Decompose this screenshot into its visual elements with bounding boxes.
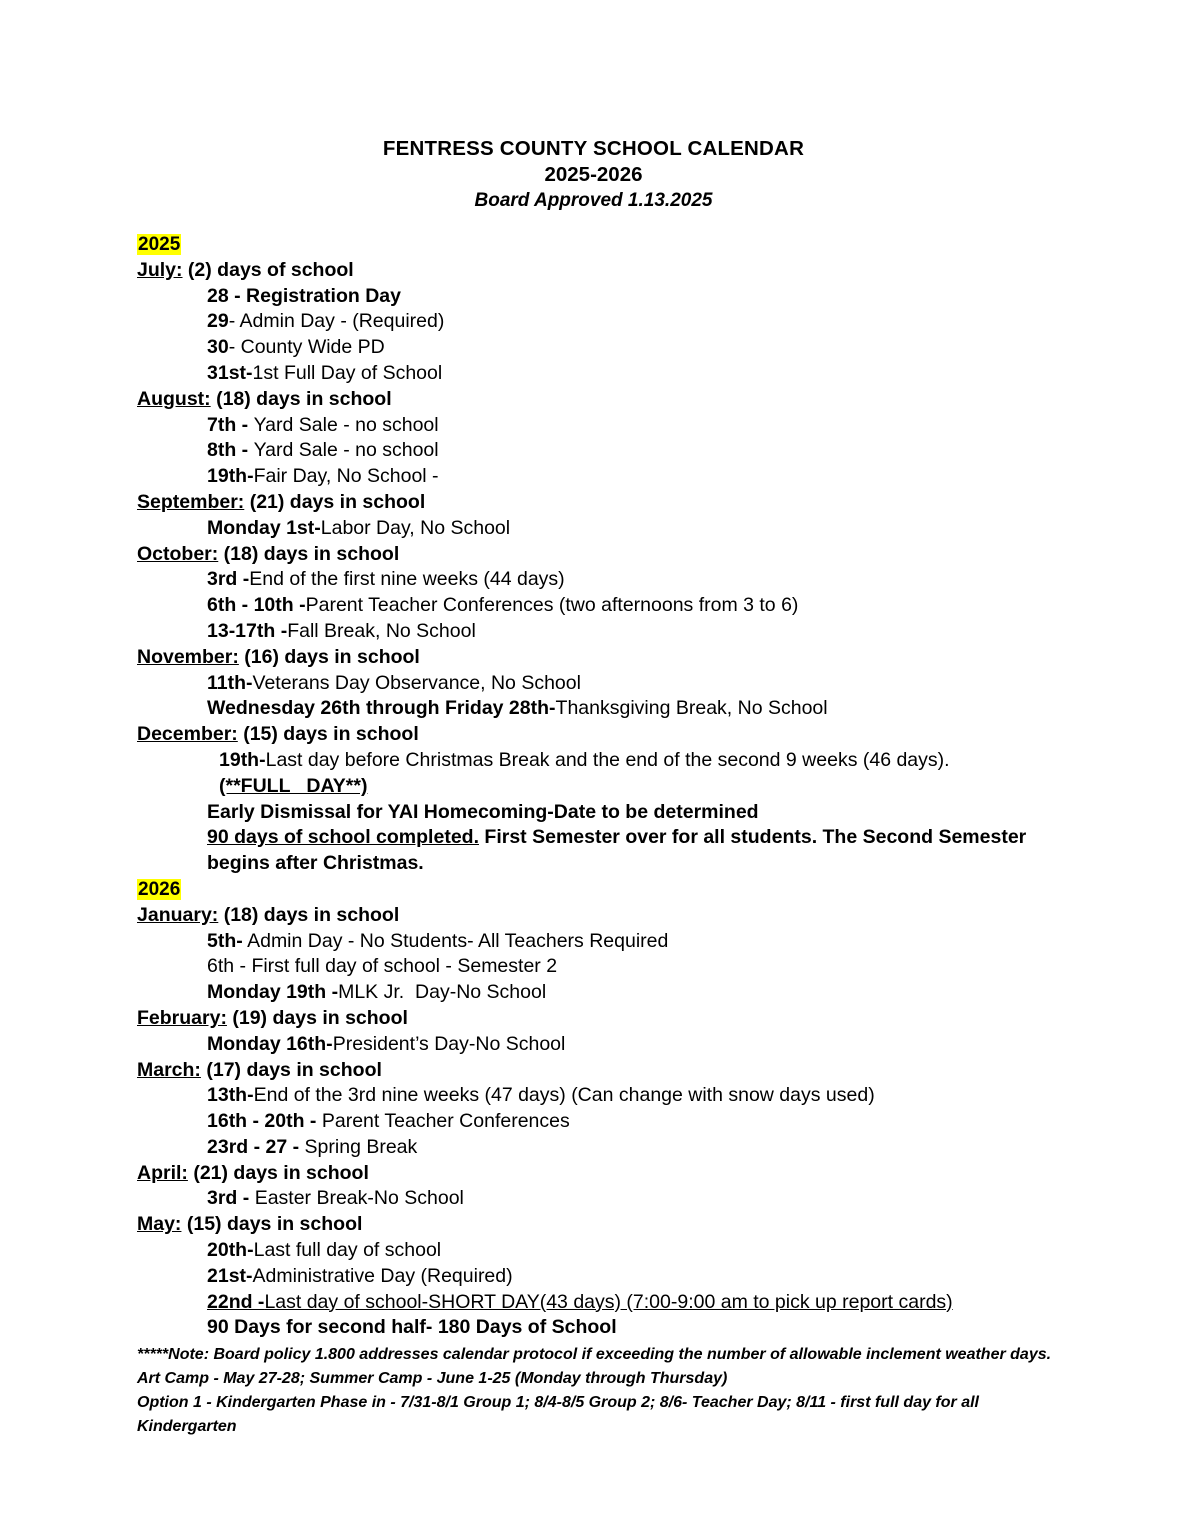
year-marker-2026 bbox=[137, 877, 1077, 903]
school-year-subtitle: 2025-2026 bbox=[544, 163, 643, 186]
list-item-last-day bbox=[137, 1290, 1077, 1316]
days-completed-emphasis: 90 days of school completed. bbox=[207, 826, 479, 849]
item-text: Parent Teacher Conferences bbox=[321, 1110, 570, 1133]
list-item bbox=[137, 438, 1077, 464]
item-date: 3rd - bbox=[207, 1187, 255, 1210]
item-text: Parent Teacher Conferences (two afternoons from 3 to 6) bbox=[305, 594, 799, 617]
item-date: 22nd - bbox=[207, 1290, 265, 1313]
list-item bbox=[137, 929, 1077, 955]
item-date: 30 bbox=[207, 336, 229, 359]
december-note-semester bbox=[137, 825, 1077, 851]
month-summary-may: (15) days in school bbox=[181, 1213, 363, 1236]
month-summary-october: (18) days in school bbox=[218, 542, 400, 565]
footer-note-kindergarten: Option 1 - Kindergarten Phase in - 7/31-8/1 Group 1; 8/4-8/5 Group 2; 8/6- Teacher Day; 8/11 - first full day for all Kindergarten bbox=[137, 1394, 984, 1436]
month-label-december: December: bbox=[137, 723, 238, 746]
list-item bbox=[137, 1032, 1077, 1058]
item-date: Monday 16th- bbox=[207, 1032, 333, 1055]
month-label-november: November: bbox=[137, 645, 239, 668]
december-note-early-dismissal bbox=[137, 800, 1077, 826]
list-item bbox=[137, 361, 1077, 387]
item-date: 13th- bbox=[207, 1084, 254, 1107]
list-item bbox=[137, 464, 1077, 490]
item-date: Monday 19th - bbox=[207, 981, 339, 1004]
month-heading-december bbox=[137, 722, 1077, 748]
item-date: 13-17th - bbox=[207, 619, 288, 642]
item-text: 90 Days for second half- 180 Days of School bbox=[207, 1316, 617, 1339]
item-text: Administrative Day (Required) bbox=[252, 1264, 513, 1287]
month-summary-september: (21) days in school bbox=[244, 490, 426, 513]
month-summary-november: (16) days in school bbox=[238, 645, 420, 668]
month-label-october: October: bbox=[137, 542, 219, 565]
note-text: begins after Christmas. bbox=[207, 852, 424, 875]
list-item bbox=[137, 980, 1077, 1006]
list-item bbox=[137, 309, 1077, 335]
item-text: Fall Break, No School bbox=[287, 619, 476, 642]
list-item bbox=[137, 1186, 1077, 1212]
month-summary-august: (18) days in school bbox=[210, 387, 392, 410]
item-text: Veterans Day Observance, No School bbox=[252, 671, 581, 694]
item-text: Easter Break-No School bbox=[254, 1187, 464, 1210]
page-title: FENTRESS COUNTY SCHOOL CALENDAR bbox=[382, 137, 805, 160]
footer-note-camps: Art Camp - May 27-28; Summer Camp - June 1-25 (Monday through Thursday) bbox=[137, 1370, 728, 1388]
month-summary-december: (15) days in school bbox=[237, 723, 419, 746]
month-label-september: September: bbox=[137, 490, 245, 513]
list-item bbox=[137, 954, 1077, 980]
item-date: 23rd - 27 - bbox=[207, 1135, 305, 1158]
month-heading-november bbox=[137, 645, 1077, 671]
month-heading-april bbox=[137, 1161, 1077, 1187]
month-label-march: March: bbox=[137, 1058, 201, 1081]
item-date: 7th - bbox=[207, 413, 254, 436]
item-text: Yard Sale - no school bbox=[253, 439, 439, 462]
month-summary-march: (17) days in school bbox=[200, 1058, 382, 1081]
list-item bbox=[137, 696, 1077, 722]
item-text: Spring Break bbox=[304, 1135, 418, 1158]
list-item bbox=[137, 1135, 1077, 1161]
item-text: Last full day of school bbox=[253, 1239, 442, 1262]
list-item bbox=[137, 748, 1077, 774]
month-heading-january bbox=[137, 903, 1077, 929]
footer-notes bbox=[137, 1343, 1077, 1439]
year-marker-2025 bbox=[137, 232, 1077, 258]
month-heading-september bbox=[137, 490, 1077, 516]
month-label-february: February: bbox=[137, 1006, 227, 1029]
month-heading-february bbox=[137, 1006, 1077, 1032]
month-label-july: July: bbox=[137, 258, 183, 281]
december-note-semester-cont bbox=[137, 851, 1077, 877]
item-text: Yard Sale - no school bbox=[253, 413, 439, 436]
item-date: 8th - bbox=[207, 439, 254, 462]
note-text: First Semester over for all students. The Second Semester bbox=[479, 826, 1027, 849]
month-label-august: August: bbox=[137, 387, 211, 410]
list-item bbox=[137, 593, 1077, 619]
month-summary-january: (18) days in school bbox=[218, 903, 400, 926]
list-item bbox=[137, 619, 1077, 645]
document-header bbox=[137, 136, 1077, 214]
list-item bbox=[137, 567, 1077, 593]
item-text: 1st Full Day of School bbox=[252, 361, 443, 384]
month-heading-may bbox=[137, 1212, 1077, 1238]
item-date: 11th- bbox=[207, 671, 253, 694]
month-label-april: April: bbox=[137, 1161, 188, 1184]
item-text: End of the first nine weeks (44 days) bbox=[249, 568, 565, 591]
item-text: Labor Day, No School bbox=[320, 516, 511, 539]
item-date: 29 bbox=[207, 310, 229, 333]
month-summary-july: (2) days of school bbox=[182, 258, 354, 281]
list-item bbox=[137, 284, 1077, 310]
month-heading-august bbox=[137, 387, 1077, 413]
list-item bbox=[137, 1083, 1077, 1109]
item-date: 3rd - bbox=[207, 568, 250, 591]
list-item bbox=[137, 516, 1077, 542]
item-date: 5th- bbox=[207, 929, 243, 952]
list-item bbox=[137, 1264, 1077, 1290]
item-date: 21st- bbox=[207, 1264, 253, 1287]
item-text: End of the 3rd nine weeks (47 days) (Can change with snow days used) bbox=[253, 1084, 875, 1107]
item-text: First full day of school - Semester 2 bbox=[251, 955, 558, 978]
item-date: 19th- bbox=[219, 748, 266, 771]
note-text: Early Dismissal for YAI Homecoming-Date to be determined bbox=[207, 800, 759, 823]
item-text: MLK Jr. Day-No School bbox=[338, 981, 547, 1004]
month-summary-april: (21) days in school bbox=[187, 1161, 369, 1184]
list-item bbox=[137, 1238, 1077, 1264]
item-date: 19th- bbox=[207, 465, 254, 488]
item-date: 28 - Registration Day bbox=[207, 284, 401, 307]
item-text: Fair Day, No School - bbox=[253, 465, 439, 488]
item-date: 6th - 10th - bbox=[207, 594, 306, 617]
item-text: Thanksgiving Break, No School bbox=[555, 697, 828, 720]
item-date: Monday 1st- bbox=[207, 516, 321, 539]
item-text: President’s Day-No School bbox=[332, 1032, 566, 1055]
month-summary-february: (19) days in school bbox=[226, 1006, 408, 1029]
item-text: Last day of school-SHORT DAY(43 days) (7:00-9:00 am to pick up report cards) bbox=[264, 1290, 953, 1313]
item-date: 16th - 20th - bbox=[207, 1110, 322, 1133]
month-heading-march bbox=[137, 1058, 1077, 1084]
year-marker-2025-label: 2025 bbox=[138, 234, 181, 255]
month-label-january: January: bbox=[137, 903, 219, 926]
list-item bbox=[137, 335, 1077, 361]
full-day-note: (**FULL DAY**) bbox=[219, 774, 368, 797]
month-heading-october bbox=[137, 542, 1077, 568]
item-text: - County Wide PD bbox=[228, 336, 385, 359]
list-item bbox=[137, 671, 1077, 697]
month-heading-july bbox=[137, 258, 1077, 284]
total-days-line bbox=[137, 1315, 1077, 1341]
item-text: - Admin Day - (Required) bbox=[228, 310, 445, 333]
item-date: 6th - bbox=[207, 955, 252, 978]
item-date: 20th- bbox=[207, 1239, 254, 1262]
list-item bbox=[137, 1109, 1077, 1135]
list-item bbox=[137, 413, 1077, 439]
item-text: Admin Day - No Students- All Teachers Required bbox=[242, 929, 669, 952]
item-text: Last day before Christmas Break and the end of the second 9 weeks (46 days). bbox=[265, 748, 950, 771]
list-item-full-day bbox=[137, 774, 1077, 800]
month-label-may: May: bbox=[137, 1213, 182, 1236]
item-date: 31st- bbox=[207, 361, 253, 384]
board-approval-line: Board Approved 1.13.2025 bbox=[474, 190, 713, 211]
footer-note-policy: *****Note: Board policy 1.800 addresses calendar protocol if exceeding the number of allowable inclement weather days. bbox=[137, 1346, 1052, 1364]
year-marker-2026-label: 2026 bbox=[138, 878, 181, 900]
item-date: Wednesday 26th through Friday 28th- bbox=[207, 697, 556, 720]
